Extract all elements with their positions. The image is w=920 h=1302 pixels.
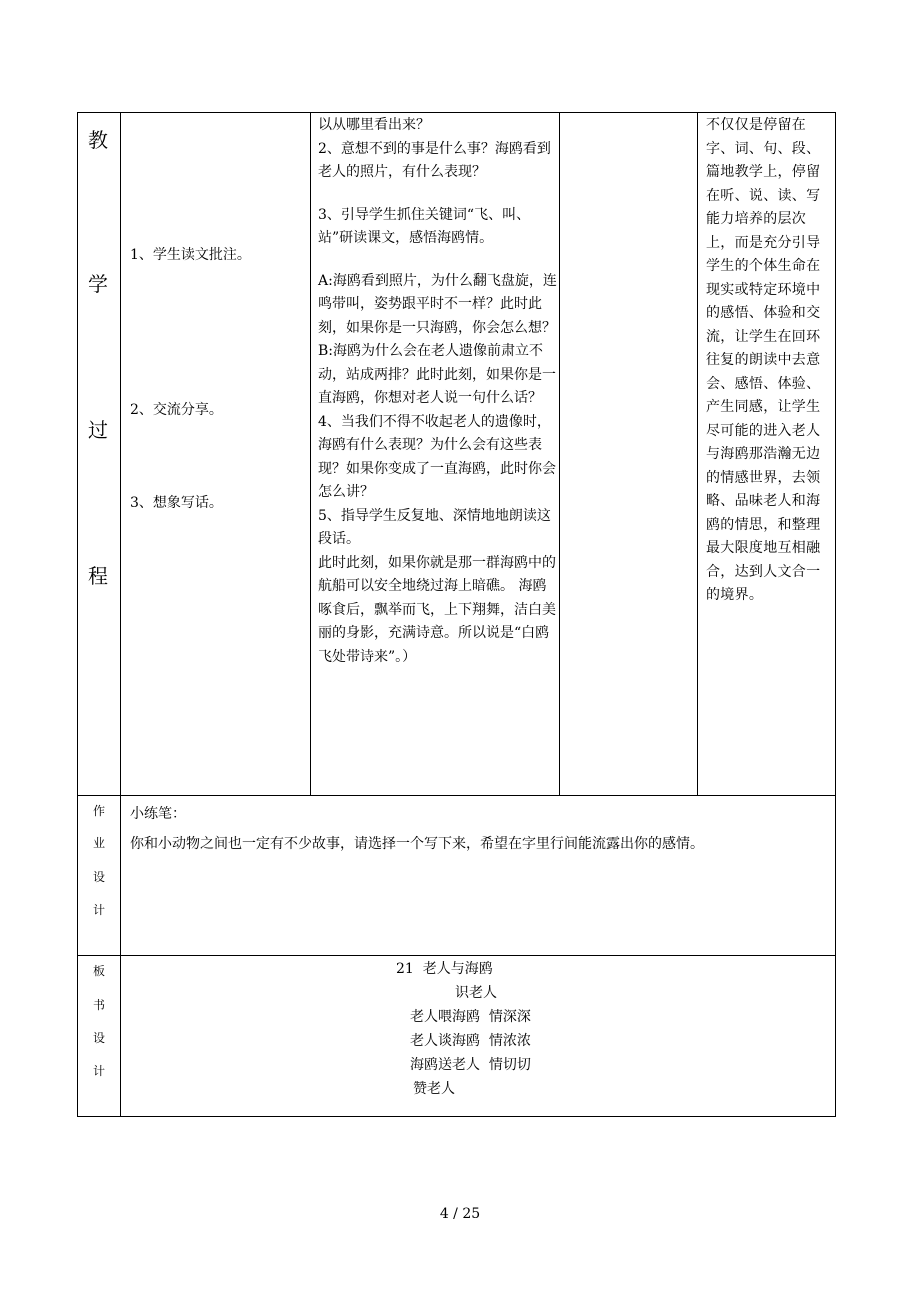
board-line: 海鸥送老人 情切切 xyxy=(410,1057,531,1073)
process-label-char: 教 xyxy=(88,128,108,152)
homework-label-char: 计 xyxy=(93,903,106,917)
activity-line: 以从哪里看出来？ xyxy=(318,117,430,133)
table-border-left xyxy=(77,112,78,1117)
column-divider-4 xyxy=(697,112,698,796)
table-border-right xyxy=(835,112,836,1117)
board-line: 老人谈海鸥 情浓浓 xyxy=(410,1033,531,1049)
student-step: 2、交流分享。 xyxy=(130,402,223,418)
homework-label-char: 业 xyxy=(93,836,106,850)
student-step: 1、学生读文批注。 xyxy=(130,247,251,263)
activity-line: 3、引导学生抓住关键词“飞、叫、站”研读课文，感悟海鸥情。 xyxy=(318,206,531,246)
label-column-divider xyxy=(120,112,121,1117)
activity-line: 2、意想不到的事是什么事？海鸥看到老人的照片，有什么表现？ xyxy=(318,140,551,180)
board-label-char: 设 xyxy=(93,1031,106,1045)
process-label-char: 程 xyxy=(88,564,108,588)
spacer xyxy=(318,251,558,270)
spacer xyxy=(318,185,558,204)
activity-line: B:海鸥为什么会在老人遗像前肃立不动，站成两排？此时此刻，如果你是一直海鸥，你想对老人说一句什么话？ xyxy=(318,343,556,406)
board-label-char: 板 xyxy=(93,964,106,978)
board-label-char: 书 xyxy=(93,998,106,1012)
page-number: 4 / 25 xyxy=(439,1206,481,1222)
board-label-char: 计 xyxy=(93,1064,106,1078)
homework-label-char: 设 xyxy=(93,870,106,884)
column-divider-3 xyxy=(559,112,560,796)
homework-content: 你和小动物之间也一定有不少故事，请选择一个写下来，希望在字里行间能流露出你的感情。 xyxy=(130,836,704,852)
board-line: 赞老人 xyxy=(413,1081,455,1097)
design-reflection: 不仅仅是停留在字、词、句、段、篇地教学上，停留在听、说、读、写能力培养的层次上，而是充分引导学生的个体生命在现实或特定环境中的感悟、体验和交流，让学生在回环往复的朗读中去意会、感悟、体验、产生同感，让学生尽可能的进入老人与海鸥那浩瀚无边的情感世界，去领略、品味老人和海鸥的情思，和整理最大限度地互相融合，达到人文合一的境界。 xyxy=(706,117,821,603)
board-line: 21 老人与海鸥 xyxy=(396,961,493,977)
process-label-char: 过 xyxy=(88,418,108,442)
homework-title: 小练笔： xyxy=(130,806,186,822)
row-divider-2 xyxy=(77,955,836,956)
activity-line: A:海鸥看到照片，为什么翻飞盘旋，连鸣带叫，姿势跟平时不一样？此时此刻，如果你是一只海鸥，你会怎么想？ xyxy=(318,272,557,336)
homework-label-char: 作 xyxy=(93,804,106,818)
column-divider-2 xyxy=(310,112,311,796)
student-step: 3、想象写话。 xyxy=(130,495,223,511)
table-border-bottom xyxy=(77,1116,836,1117)
activity-line: 4、当我们不得不收起老人的遗像时，海鸥有什么表现？为什么会有这些表现？如果你变成了一直海鸥，此时你会怎么讲？ xyxy=(318,413,556,500)
teacher-activity xyxy=(318,114,558,669)
table-border-top xyxy=(77,112,836,113)
activity-line: 5、指导学生反复地、深情地地朗读这段话。 xyxy=(318,507,551,547)
board-line: 识老人 xyxy=(455,985,497,1001)
board-line: 老人喂海鸥 情深深 xyxy=(410,1009,531,1025)
process-label-char: 学 xyxy=(88,272,108,296)
row-divider-1 xyxy=(77,795,836,796)
activity-line: 此时此刻，如果你就是那一群海鸥中的航船可以安全地绕过海上暗礁。 海鸥啄食后，飘举而飞，上下翔舞，洁白美丽的身影，充满诗意。所以说是“白鸥飞处带诗来”。） xyxy=(318,554,556,665)
